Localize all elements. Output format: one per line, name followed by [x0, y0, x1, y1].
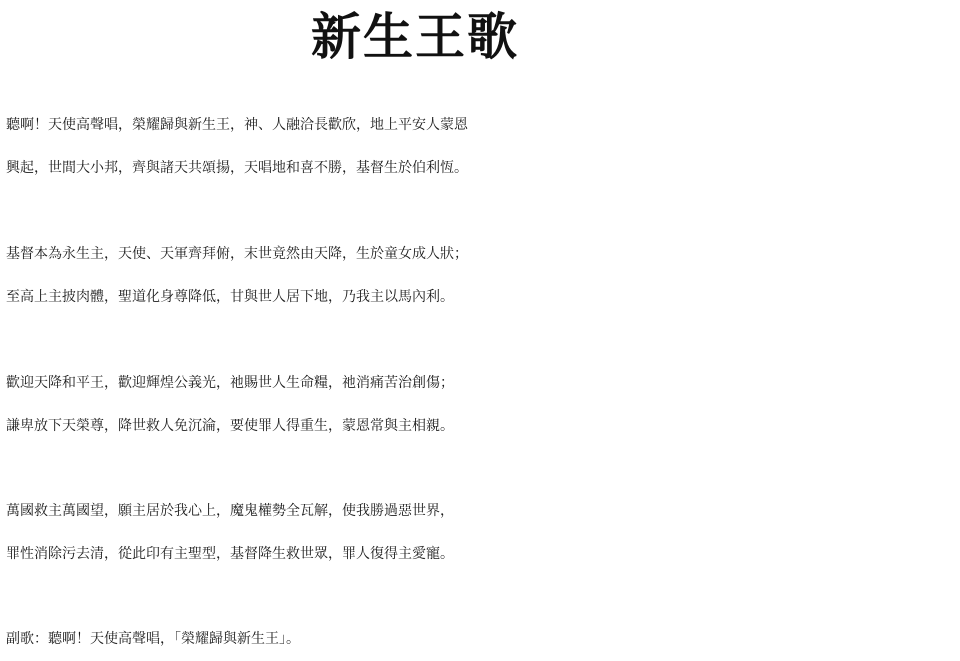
chorus-line: 副歌：聽啊！天使高聲唱，「榮耀歸與新生王」。	[6, 631, 300, 647]
verse-1	[6, 104, 958, 190]
verse-4	[6, 490, 958, 576]
verse-line: 謙卑放下天榮尊，降世救人免沉淪，要使罪人得重生，蒙恩常與主相親。	[6, 418, 454, 434]
verse-line: 基督本為永生主，天使、天軍齊拜俯，末世竟然由天降，生於童女成人狀；	[6, 246, 468, 262]
verse-line: 萬國救主萬國望，願主居於我心上，魔鬼權勢全瓦解，使我勝過惡世界，	[6, 503, 454, 519]
verse-line: 聽啊！天使高聲唱，榮耀歸與新生王，神、人融洽長歡欣，地上平安人蒙恩	[6, 117, 468, 133]
page-title: 新生王歌	[311, 8, 519, 66]
verse-2	[6, 233, 958, 319]
chorus	[6, 618, 958, 661]
verse-line: 罪性消除污去清，從此印有主聖型，基督降生救世眾，罪人復得主愛寵。	[6, 546, 454, 562]
verse-3	[6, 362, 958, 448]
verse-line: 興起，世間大小邦，齊與諸天共頌揚，天唱地和喜不勝，基督生於伯利恆。	[6, 160, 468, 176]
verse-line: 歡迎天降和平王，歡迎輝煌公義光，祂賜世人生命糧，祂消痛苦治創傷；	[6, 375, 454, 391]
verse-line: 至高上主披肉體，聖道化身尊降低，甘與世人居下地，乃我主以馬內利。	[6, 289, 454, 305]
